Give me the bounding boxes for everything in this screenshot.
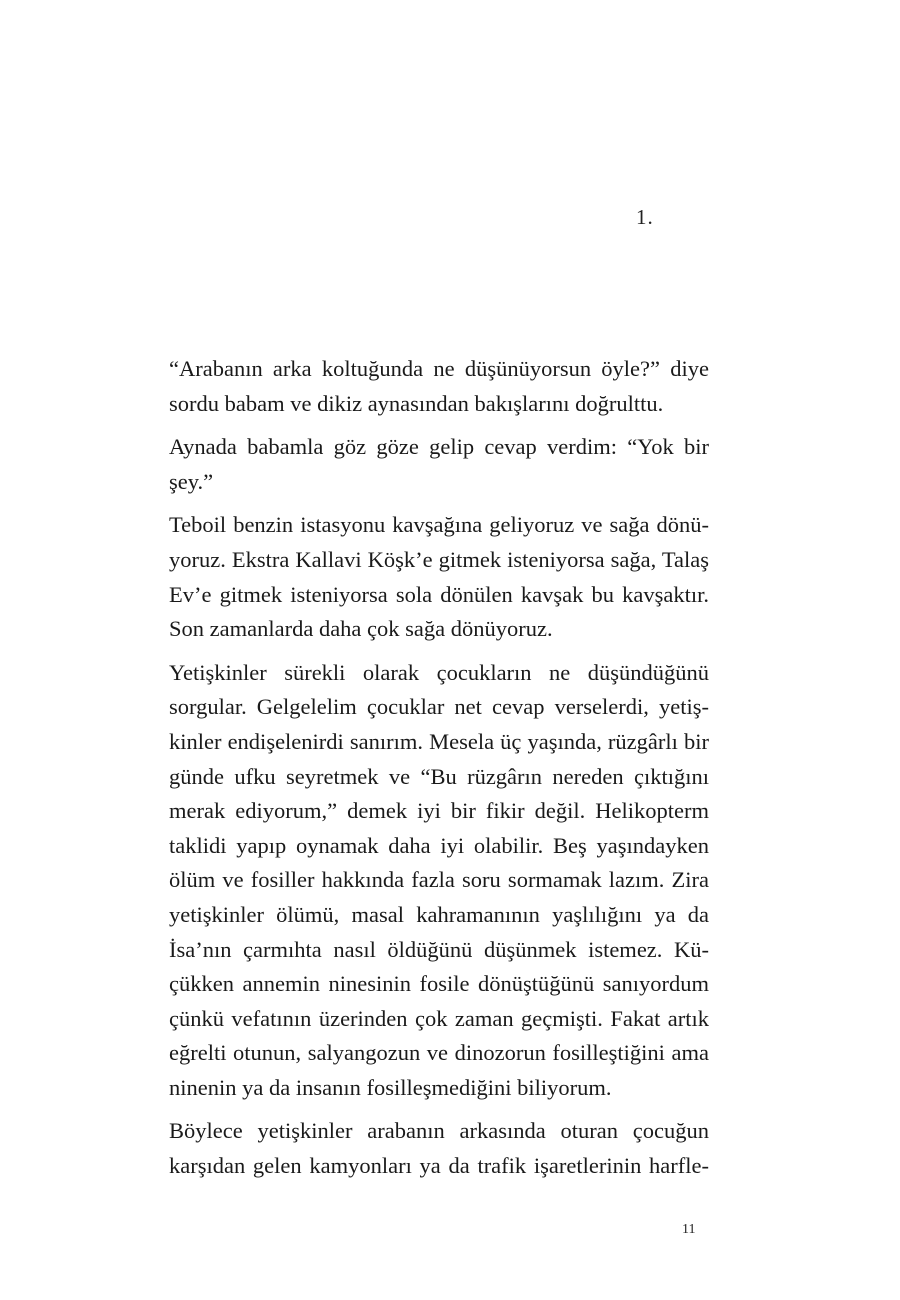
body-text	[169, 352, 709, 1184]
paragraph: Yetişkinler sürekli olarak çocukların ne düşündüğünü sorgular. Gelgelelim çocuklar net cevap verselerdi, yetişkinler endişelenirdi sanırım. Mesela üç yaşında, rüzgârlı bir günde ufku seyretmek ve “Bu rüzgârın nereden çıktığını merak ediyorum,” demek iyi bir fikir değil. Helikopterm taklidi yapıp oynamak daha iyi olabilir. Beş yaşındayken ölüm ve fosiller hakkında fazla soru sormamak lazım. Zira yetişkinler ölümü, masal kahramanının yaşlılığını ya da İsa’nın çarmıhta nasıl öldüğünü düşünmek istemez. Küçükken annemin ninesinin fosile dönüştüğünü sanıyordum çünkü vefatının üzerinden çok zaman geçmişti. Fakat artık eğrelti otunun, salyangozun ve dinozorun fosilleştiğini ama ninenin ya da insanın fosilleşmediğini biliyorum.	[169, 659, 709, 1100]
paragraph: Böylece yetişkinler arabanın arkasında oturan çocuğun karşıdan gelen kamyonları ya da trafik işaretlerinin harfle-	[169, 1118, 709, 1179]
paragraph: Teboil benzin istasyonu kavşağına geliyoruz ve sağa dönüyoruz. Ekstra Kallavi Köşk’e gitmek isteniyorsa sağa, Talaş Ev’e gitmek isteniyorsa sola dönülen kavşak bu kavşaktır. Son zamanlarda daha çok sağa dönüyoruz.	[169, 512, 709, 642]
paragraph: “Arabanın arka koltuğunda ne düşünüyorsun öyle?” diye sordu babam ve dikiz aynasından bakışlarını doğrulttu.	[169, 356, 709, 416]
chapter-number: 1.	[636, 205, 654, 229]
page-number: 11	[682, 1222, 696, 1237]
paragraph: Aynada babamla göz göze gelip cevap verdim: “Yok bir şey.”	[169, 434, 709, 494]
